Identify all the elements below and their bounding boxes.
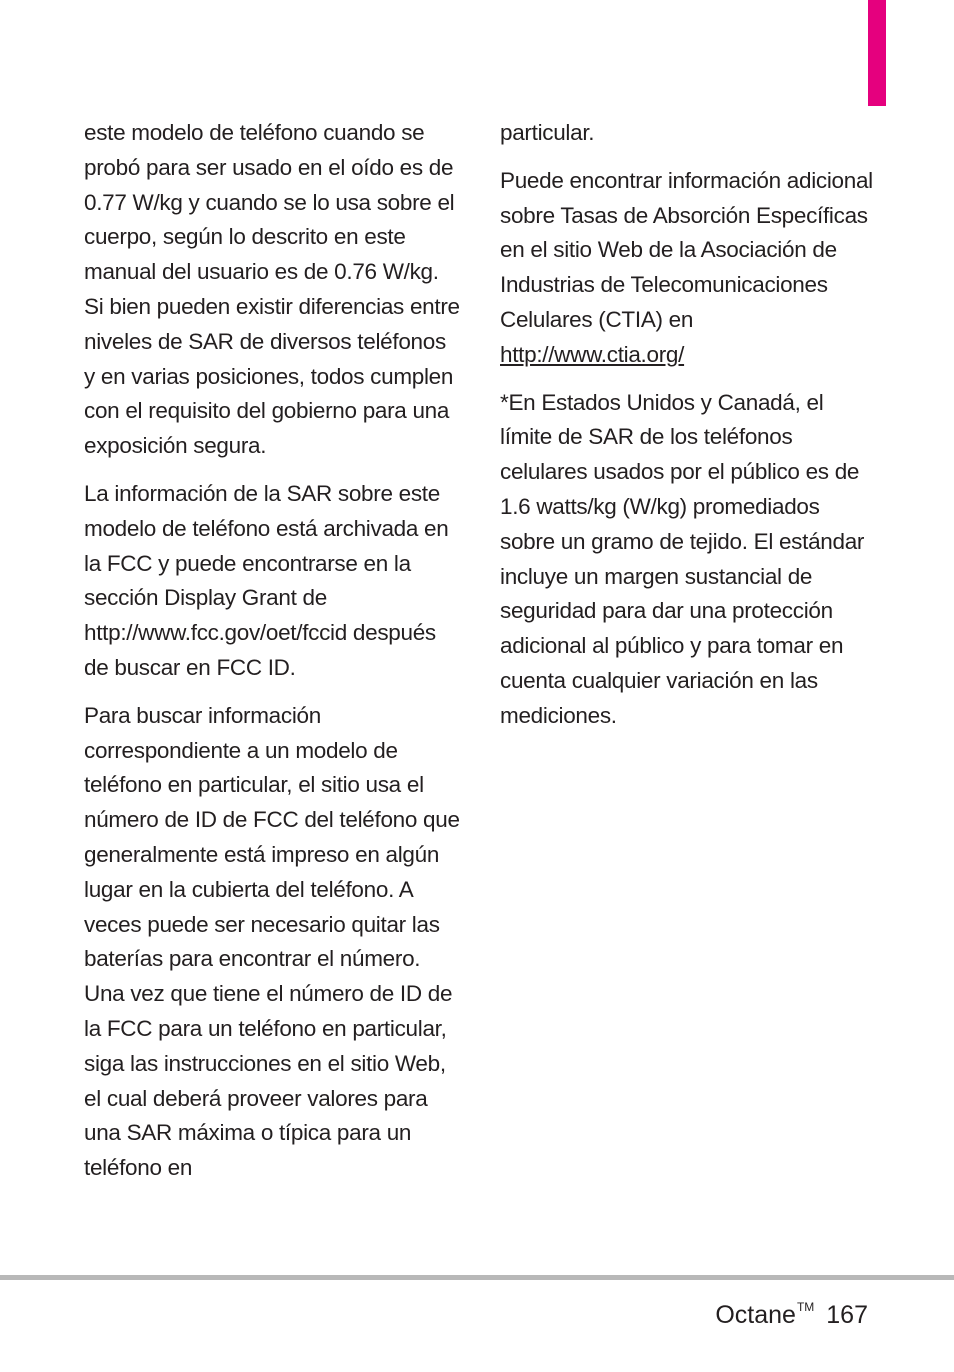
trademark-symbol: TM <box>796 1300 815 1314</box>
left-paragraph-3: Para buscar información correspondiente a un modelo de teléfono en particular, el sitio usa el número de ID de FCC del teléfono que generalmente está impreso en algún lugar en la cubierta del teléfono. A veces puede ser necesario quitar las baterías para encontrar el número. Una vez que tiene el número de ID de la FCC para un teléfono en particular, siga las instrucciones en el sitio Web, el cual deberá proveer valores para una SAR máxima o típica para un teléfono en <box>84 702 460 1181</box>
right-paragraph-1: particular. <box>500 120 595 145</box>
page-number: 167 <box>826 1301 868 1329</box>
right-paragraph-2 <box>500 164 876 373</box>
left-paragraph-2: La información de la SAR sobre este modelo de teléfono está archivada en la FCC y puede encontrarse en la sección Display Grant de http://www.fcc.gov/oet/fccid después de buscar en FCC ID. <box>84 480 449 680</box>
page-footer <box>715 1292 868 1330</box>
footer-divider <box>0 1275 954 1280</box>
section-tab-marker <box>868 0 886 106</box>
product-name: Octane <box>715 1301 796 1329</box>
left-paragraph-1: este modelo de teléfono cuando se probó para ser usado en el oído es de 0.77 W/kg y cuando se lo usa sobre el cuerpo, según lo descrito en este manual del usuario es de 0.76 W/kg. Si bien pueden existir diferencias entre niveles de SAR de diversos teléfonos y en varias posiciones, todos cumplen con el requisito del gobierno para una exposición segura. <box>84 120 460 459</box>
left-column <box>84 116 460 1199</box>
right-paragraph-2-text: Puede encontrar información adicional sobre Tasas de Absorción Específicas en el sitio Web de la Asociación de Industrias de Telecomunicaciones Celulares (CTIA) en <box>500 167 873 332</box>
right-paragraph-3: *En Estados Unidos y Canadá, el límite de SAR de los teléfonos celulares usados por el público es de 1.6 watts/kg (W/kg) promediados sobre un gramo de tejido. El estándar incluye un margen sustancial de seguridad para dar una protección adicional al público y para tomar en cuenta cualquier variación en las mediciones. <box>500 389 865 728</box>
right-column <box>500 116 876 747</box>
ctia-link[interactable]: http://www.ctia.org/ <box>500 341 685 367</box>
